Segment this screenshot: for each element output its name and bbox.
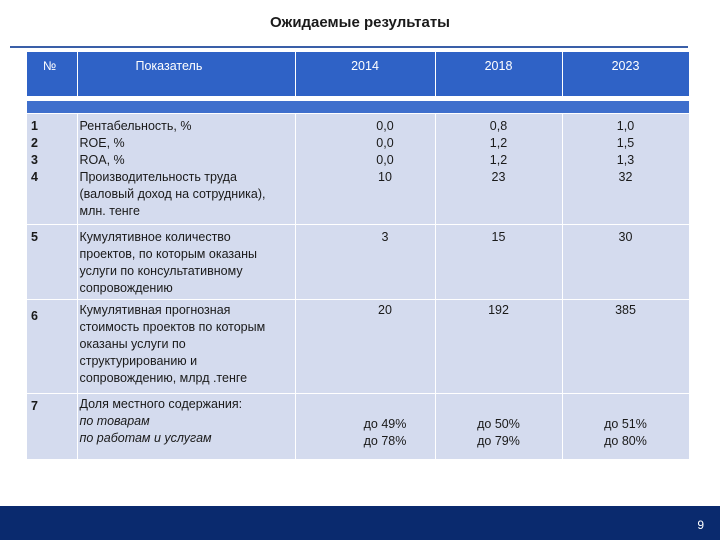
- value-2018: до 50%: [477, 417, 520, 431]
- value-2014: 20: [295, 300, 435, 394]
- header-2018: 2018: [435, 52, 562, 96]
- row-num: 5: [27, 225, 77, 300]
- results-table: [27, 52, 690, 460]
- indicator-text: млн. тенге: [79, 204, 140, 218]
- indicator-text: структурированию и: [79, 354, 198, 368]
- indicator-text: (валовый доход на сотрудника),: [79, 187, 266, 201]
- value-2023: 1,5: [616, 136, 635, 150]
- value-2023: 1,0: [616, 119, 635, 133]
- indicator-subtext: по товарам: [79, 414, 150, 428]
- value-2023: до 51%: [604, 417, 647, 431]
- indicator-text: услуги по консультативному: [79, 264, 243, 278]
- value-2023: 1,3: [616, 153, 635, 167]
- row-num: 2: [31, 136, 38, 150]
- indicator-text: ROA, %: [79, 153, 125, 167]
- indicator-text: Доля местного содержания:: [79, 397, 243, 411]
- value-2018: 0,8: [489, 119, 508, 133]
- value-2023: 385: [562, 300, 689, 394]
- value-2014: 0,0: [376, 119, 394, 133]
- indicator-text: Кумулятивное количество: [79, 230, 231, 244]
- value-2014: до 78%: [363, 434, 407, 448]
- indicator-text: ROE, %: [79, 136, 125, 150]
- footer-bar: [0, 506, 720, 540]
- row-num: 1: [31, 119, 38, 133]
- value-2014: 10: [378, 170, 392, 184]
- indicator-subtext: по работам и услугам: [79, 431, 212, 445]
- indicator-text: стоимость проектов по которым: [79, 320, 266, 334]
- row-num: 4: [31, 170, 38, 184]
- title-divider: [10, 46, 688, 48]
- header-2014: 2014: [295, 52, 435, 96]
- table-row-7: [27, 394, 689, 460]
- row-num: 3: [31, 153, 38, 167]
- table-row-group1: [27, 114, 689, 225]
- header-indicator: Показатель: [77, 52, 295, 96]
- value-2023: 30: [562, 225, 689, 300]
- page-number: 9: [697, 518, 704, 532]
- row-num: 7: [27, 394, 77, 460]
- value-2018: 15: [435, 225, 562, 300]
- value-2014: 0,0: [376, 153, 394, 167]
- header-num: №: [27, 52, 77, 96]
- value-2018: 1,2: [489, 136, 508, 150]
- value-2018: до 79%: [477, 434, 520, 448]
- slide-title: Ожидаемые результаты: [270, 14, 450, 31]
- value-2023: 32: [618, 170, 633, 184]
- header-band: [27, 101, 689, 114]
- value-2018: 192: [435, 300, 562, 394]
- row-num: 6: [27, 300, 77, 394]
- header-row: [27, 52, 689, 96]
- indicator-text: Производительность труда: [79, 170, 237, 184]
- value-2014: до 49%: [363, 417, 407, 431]
- indicator-text: Рентабельность, %: [79, 119, 192, 133]
- value-2014: 3: [295, 225, 435, 300]
- indicator-text: оказаны услуги по: [79, 337, 186, 351]
- indicator-text: сопровождению, млрд .тенге: [79, 371, 248, 385]
- value-2018: 23: [491, 170, 506, 184]
- indicator-text: проектов, по которым оказаны: [79, 247, 257, 261]
- value-2018: 1,2: [489, 153, 508, 167]
- table-row-5: [27, 225, 689, 300]
- table-row-6: [27, 300, 689, 394]
- indicator-text: Кумулятивная прогнозная: [79, 303, 231, 317]
- indicator-text: сопровождению: [79, 281, 173, 295]
- value-2023: до 80%: [604, 434, 647, 448]
- header-2023: 2023: [562, 52, 689, 96]
- value-2014: 0,0: [376, 136, 394, 150]
